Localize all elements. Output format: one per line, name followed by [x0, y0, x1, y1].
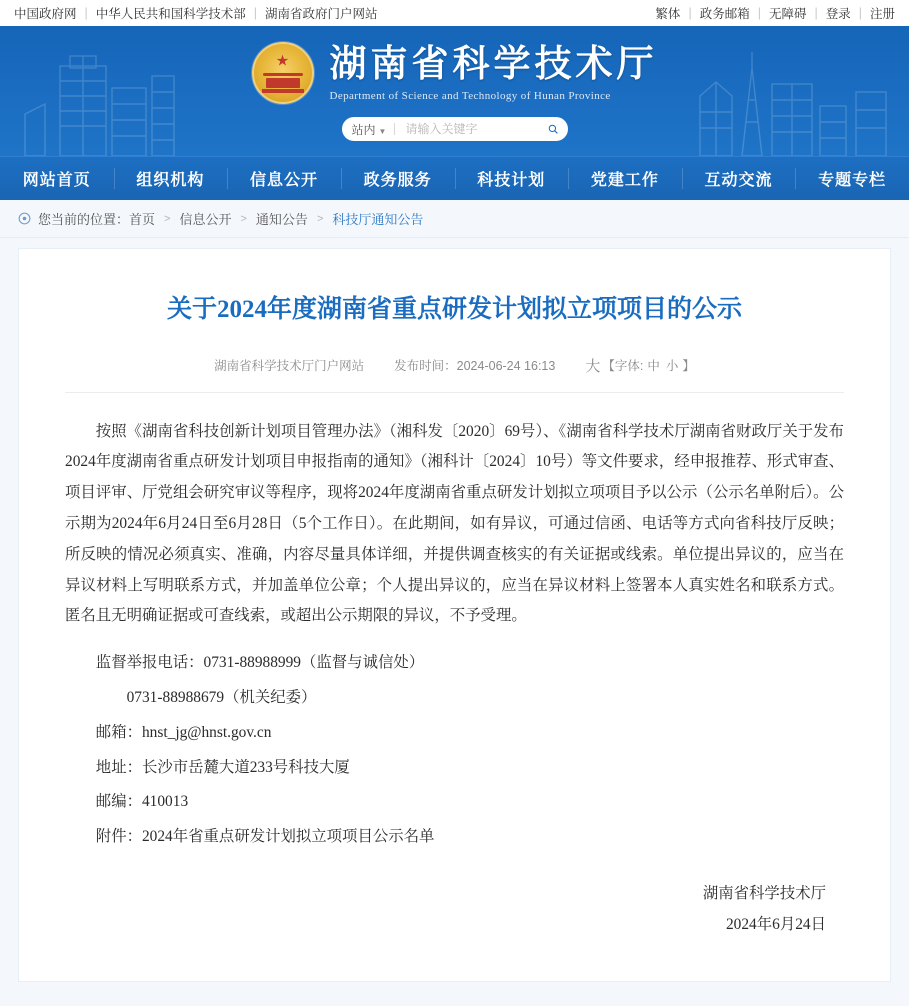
publish-label: 发布时间：	[394, 359, 457, 373]
emblem-rays	[263, 73, 303, 76]
nav-item-home[interactable]: 网站首页	[22, 172, 91, 189]
article-card	[18, 248, 891, 982]
divider: |	[858, 6, 862, 20]
nav-item-info-disclosure[interactable]: 信息公开	[227, 157, 341, 200]
page-body	[0, 238, 909, 1006]
search-scope-label: 站内	[351, 122, 376, 137]
breadcrumb-item-home[interactable]: 首页	[129, 212, 156, 227]
breadcrumb-separator: >	[316, 212, 324, 225]
font-size-small-button[interactable]: 小	[665, 359, 679, 373]
divider	[394, 123, 395, 135]
site-logo-row	[252, 42, 658, 104]
search-icon[interactable]	[542, 118, 564, 140]
nav-item-party-building[interactable]: 党建工作	[568, 157, 682, 200]
nav-item-government-services[interactable]: 政务服务	[341, 157, 455, 200]
breadcrumb	[0, 200, 909, 238]
contact-address: 地址：长沙市岳麓大道233号科技大厦	[95, 758, 350, 776]
emblem-base	[262, 89, 304, 93]
article-publish	[394, 356, 555, 374]
contact-postcode: 邮编：410013	[95, 793, 189, 811]
star-glyph: ★	[275, 52, 290, 70]
font-size-large-preview: 大	[585, 357, 601, 375]
nav-item-organization[interactable]: 组织机构	[114, 157, 228, 200]
top-link-login[interactable]: 登录	[825, 7, 851, 21]
breadcrumb-item-info-disclosure[interactable]: 信息公开	[179, 212, 232, 227]
breadcrumb-item-current[interactable]: 科技厅通知公告	[332, 212, 424, 227]
main-navigation	[0, 156, 909, 200]
top-link-most[interactable]: 中华人民共和国科学技术部	[95, 7, 246, 21]
breadcrumb-separator: >	[164, 212, 171, 225]
banner-content	[0, 26, 909, 156]
search-scope-selector[interactable]	[352, 121, 387, 138]
top-link-register[interactable]: 注册	[869, 7, 895, 21]
emblem-gate	[266, 78, 300, 88]
site-title-en: Department of Science and Technology of Hunan Province	[329, 90, 611, 103]
font-size-medium-button[interactable]: 中	[647, 359, 660, 373]
breadcrumb-label: 您当前的位置：	[38, 212, 130, 227]
chevron-down-icon: ▼	[378, 126, 387, 136]
nav-item-science-plans[interactable]: 科技计划	[455, 157, 569, 200]
top-link-hunan-gov[interactable]: 湖南省政府门户网站	[265, 7, 378, 21]
attachment-line: 附件：2024年省重点研发计划拟立项项目公示名单	[95, 828, 435, 846]
top-link-accessibility[interactable]: 无障碍	[768, 7, 807, 21]
publish-time: 2024-06-24 16:13	[456, 359, 556, 373]
page-title: 关于2024年度湖南省重点研发计划拟立项项目的公示	[166, 296, 742, 323]
top-right-links	[655, 4, 895, 22]
signature-block	[65, 879, 844, 941]
search-glyph	[548, 122, 558, 136]
font-size-control	[585, 355, 695, 376]
search-input[interactable]	[403, 121, 541, 137]
breadcrumb-item-notices[interactable]: 通知公告	[255, 212, 308, 227]
nav-item-interaction[interactable]: 互动交流	[682, 157, 796, 200]
site-search[interactable]	[342, 117, 568, 141]
location-pin-icon	[18, 212, 31, 225]
divider: |	[84, 6, 88, 20]
pin-glyph	[18, 212, 31, 225]
top-utility-bar	[0, 0, 909, 26]
contact-phone-supervision: 监督举报电话：0731-88988999（监督与诚信处）	[95, 654, 425, 672]
breadcrumb-separator: >	[240, 212, 247, 225]
article-paragraph: 按照《湖南省科技创新计划项目管理办法》（湘科发〔2020〕69号）、《湖南省科学技术厅湖南省财政厅关于发布2024年度湖南省重点研发计划项目申报指南的通知》（湘科计〔2024〕10号）等文件要求，经申报推荐、形式审查、项目评审、厅党组会研究审议等程序，现将2024年度湖南省重点研发计划拟立项项目予以公示（公示名单附后）。公示期为2024年6月24日至6月28日（5个工作日）。在此期间，如有异议，可通过信函、电话等方式向省科技厅反映；所反映的情况必须真实、准确，内容尽量具体详细，并提供调查核实的有关证据或线索。单位提出异议的，应当在异议材料上写明联系方式，并加盖单位公章；个人提出异议的，应当在异议材料上签署本人真实姓名和联系方式。匿名且无明确证据或可查线索，或超出公示期限的异议，不予受理。	[65, 422, 844, 625]
site-title-block	[330, 44, 658, 103]
article-body	[65, 417, 844, 941]
contact-email: 邮箱：hnst_jg@hnst.gov.cn	[95, 723, 272, 741]
top-left-links	[14, 4, 378, 22]
contact-block	[65, 648, 844, 818]
top-link-mail[interactable]: 政务邮箱	[699, 7, 750, 21]
article-meta	[65, 355, 844, 393]
top-link-traditional[interactable]: 繁体	[655, 7, 681, 21]
divider: |	[814, 6, 818, 20]
font-size-label: 【字体:	[602, 359, 644, 373]
national-emblem-icon	[252, 42, 314, 104]
signature-org: 湖南省科学技术厅	[702, 885, 826, 903]
site-title: 湖南省科学技术厅	[329, 43, 658, 85]
site-banner	[0, 26, 909, 156]
article-source: 湖南省科学技术厅门户网站	[214, 359, 365, 373]
contact-phone-discipline: 0731-88988679（机关纪委）	[126, 689, 317, 706]
signature-date: 2024年6月24日	[725, 915, 826, 933]
divider: |	[757, 6, 761, 20]
top-link-gov-cn[interactable]: 中国政府网	[14, 7, 77, 21]
divider: |	[253, 6, 258, 20]
nav-item-special-topics[interactable]: 专题专栏	[795, 157, 909, 200]
font-size-close-bracket: 】	[682, 359, 695, 373]
divider: |	[688, 6, 692, 20]
